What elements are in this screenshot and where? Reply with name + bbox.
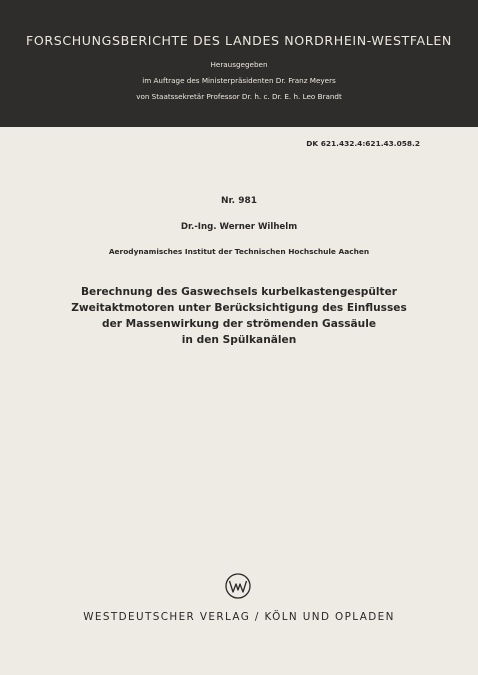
editor-line-1: Herausgegeben	[210, 60, 268, 69]
editor-line-2: im Auftrage des Ministerpräsidenten Dr. Franz Meyers	[142, 76, 336, 85]
title-line-2: Zweitaktmotoren unter Berücksichtigung des Einflusses	[71, 302, 407, 314]
publisher: WESTDEUTSCHER VERLAG / KÖLN UND OPLADEN	[83, 611, 395, 623]
header-band	[0, 0, 478, 127]
series-title: FORSCHUNGSBERICHTE DES LANDES NORDRHEIN-WESTFALEN	[26, 33, 452, 48]
institute: Aerodynamisches Institut der Technischen Hochschule Aachen	[108, 247, 370, 256]
editor-line-3: von Staatssekretär Professor Dr. h. c. Dr. E. h. Leo Brandt	[136, 92, 342, 101]
classification-code: DK 621.432.4:621.43.058.2	[306, 139, 420, 148]
title-line-4: in den Spülkanälen	[181, 334, 297, 346]
report-number: Nr. 981	[220, 196, 258, 206]
publisher-logo-icon	[225, 573, 251, 599]
title-line-1: Berechnung des Gaswechsels kurbelkastengespülter	[80, 286, 397, 298]
title-line-3: der Massenwirkung der strömenden Gassäule	[101, 318, 377, 330]
author: Dr.-Ing. Werner Wilhelm	[180, 222, 298, 232]
